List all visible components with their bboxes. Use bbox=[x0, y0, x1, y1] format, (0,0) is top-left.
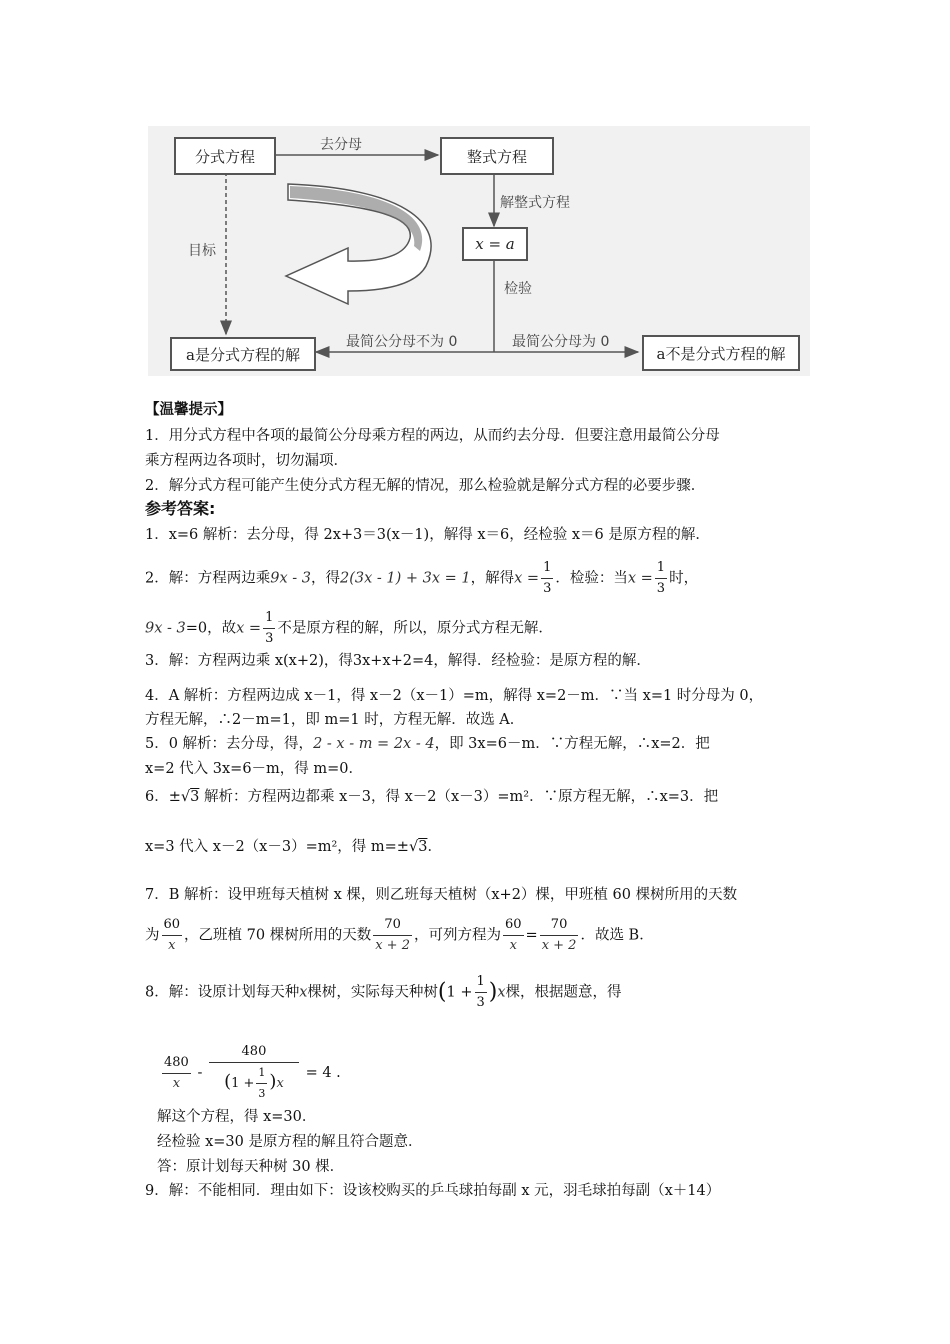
label-lcd-nonzero: 最简公分母不为 0 bbox=[346, 334, 458, 350]
tip-2: 2．解分式方程可能产生使分式方程无解的情况，那么检验就是解分式方程的必要步骤． bbox=[145, 478, 706, 494]
answer-6-line-2: x=3 代入 x－2（x－3）=m²，得 m=±√3． bbox=[145, 839, 442, 855]
fraction-one-third: $\frac{1}{3}$ bbox=[265, 610, 274, 646]
answer-4-line-2: 方程无解，∴2－m=1，即 m=1 时，方程无解．故选 A． bbox=[145, 712, 525, 728]
box-a-not-root: a不是分式方程的解 bbox=[642, 335, 800, 371]
answers-title: 参考答案: bbox=[145, 499, 216, 518]
flowchart bbox=[148, 126, 810, 376]
answer-4-line-1: 4．A 解析：方程两边成 x－1，得 x－2（x－1）=m，解得 x=2－m．∵当 x=1 时分母为 0， bbox=[145, 688, 764, 704]
box-fractional-equation: 分式方程 bbox=[174, 137, 276, 175]
fraction-60-over-x: $\frac{60}{x}$ bbox=[504, 917, 522, 953]
fraction-one-third: $\frac{1}{3}$ bbox=[476, 974, 485, 1010]
fraction-one-third: $\frac{1}{3}$ bbox=[543, 560, 552, 596]
fraction-480-over-actual: 480 (1 + $\frac{1}{3}$ )x bbox=[209, 1042, 299, 1104]
answer-9: 9．解：不能相同．理由如下：设该校购买的乒乓球拍每副 x 元，羽毛球拍每副（x＋14） bbox=[145, 1183, 721, 1199]
answer-5-line-2: x=2 代入 3x=6－m，得 m=0． bbox=[145, 761, 364, 777]
answer-6-line-1: 6．±√3 解析：方程两边都乘 x－3，得 x－2（x－3）=m²．∵原方程无解，∴x=3．把 bbox=[145, 789, 719, 805]
tips-title: 【温馨提示】 bbox=[145, 401, 232, 418]
answer-8-solve: 解这个方程，得 x=30． bbox=[157, 1109, 317, 1125]
label-goal: 目标 bbox=[188, 243, 216, 259]
answer-7-line-2: 为 $\frac{60}{x}$ ，乙班植 70 棵树所用的天数 $\frac{70}{x + 2}$ ，可列方程为 $\frac{60}{x}$ = $\frac{70}{x + 2}$ ．故选 B． bbox=[145, 915, 654, 956]
right-paren: ) bbox=[488, 979, 498, 1005]
tip-1-line-1: 1．用分式方程中各项的最简公分母乘方程的两边，从而约去分母．但要注意用最简公分母 bbox=[145, 428, 720, 444]
answer-1: 1．x=6 解析：去分母，得 2x+3＝3(x－1)，解得 x＝6，经检验 x＝6 是原方程的解． bbox=[145, 527, 710, 543]
fraction-one-third: $\frac{1}{3}$ bbox=[656, 560, 666, 596]
answer-3: 3．解：方程两边乘 x(x+2)，得3x+x+2=4，解得．经检验：是原方程的解． bbox=[145, 653, 651, 669]
box-x-equals-a: x = a bbox=[462, 227, 528, 261]
tip-1-line-2: 乘方程两边各项时，切勿漏项． bbox=[145, 453, 348, 469]
sqrt-icon: √ bbox=[180, 789, 191, 805]
answer-2-line-1: 2．解：方程两边乘9x - 3，得2(3x - 1) + 3x = 1，解得x = $\frac{1}{3}$ ．检验：当x = $\frac{1}{3}$ 时， bbox=[145, 558, 698, 599]
label-lcd-zero: 最简公分母为 0 bbox=[512, 334, 610, 350]
box-a-is-root: a是分式方程的解 bbox=[170, 337, 316, 371]
label-solve-integral: 解整式方程 bbox=[500, 195, 570, 211]
fraction-70-over-x-plus-2: $\frac{70}{x + 2}$ bbox=[375, 917, 410, 953]
sqrt-icon: √ bbox=[408, 839, 419, 855]
answer-8-check: 经检验 x=30 是原方程的解且符合题意． bbox=[157, 1134, 423, 1150]
fraction-480-over-x: $\frac{480}{x}$ bbox=[164, 1054, 189, 1091]
box-integral-equation: 整式方程 bbox=[440, 137, 554, 175]
answer-5-line-1: 5．0 解析：去分母，得，2 - x - m = 2x - 4，即 3x=6－m．∵方程无解，∴x=2．把 bbox=[145, 736, 710, 752]
answer-8-equation: $\frac{480}{x}$ - 480 (1 + $\frac{1}{3}$ )x = 4 . bbox=[160, 1042, 341, 1104]
label-check: 检验 bbox=[504, 281, 532, 297]
answer-8-answer: 答：原计划每天种树 30 棵． bbox=[157, 1159, 345, 1175]
answer-7-line-1: 7．B 解析：设甲班每天植树 x 棵，则乙班每天植树（x+2）棵，甲班植 60 棵树所用的天数 bbox=[145, 887, 738, 903]
left-paren: ( bbox=[437, 979, 447, 1005]
fraction-60-over-x: $\frac{60}{x}$ bbox=[163, 917, 181, 953]
fraction-70-over-x-plus-2: $\frac{70}{x + 2}$ bbox=[541, 917, 577, 953]
label-clear-denominators: 去分母 bbox=[320, 137, 362, 153]
answer-2-line-2: 9x - 3=0，故x = $\frac{1}{3}$ 不是原方程的解，所以，原分式方程无解． bbox=[145, 608, 553, 649]
answer-8-line-1: 8．解：设原计划每天种x棵树，实际每天种树(1 + $\frac{1}{3}$ )x棵，根据题意，得 bbox=[145, 972, 622, 1013]
